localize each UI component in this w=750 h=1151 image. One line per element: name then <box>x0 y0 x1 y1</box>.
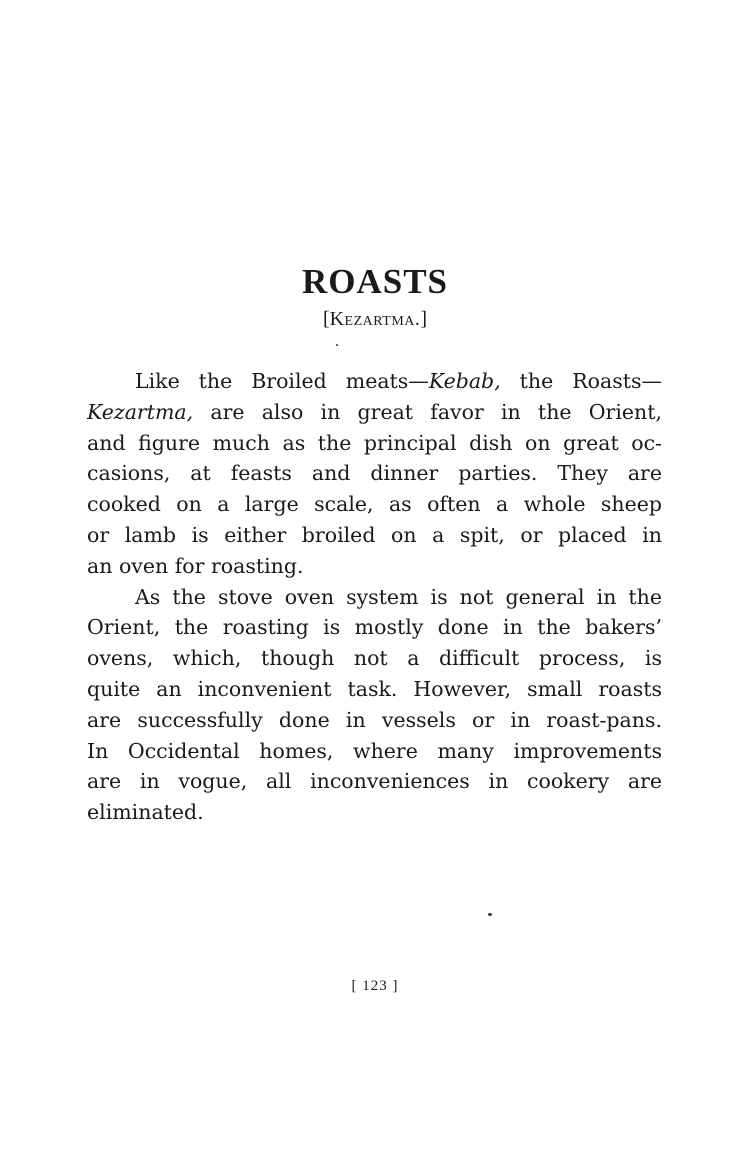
text-line <box>87 736 662 767</box>
text-line <box>87 458 662 489</box>
text-segment: quite an inconvenient task. However, small roasts <box>87 676 662 701</box>
text-line <box>87 520 662 551</box>
text-line <box>87 366 662 397</box>
text-segment: eliminated. <box>87 800 204 825</box>
print-speck <box>488 913 492 916</box>
text-segment: casions, at feasts and dinner parties. They are <box>87 461 662 486</box>
text-line <box>87 643 662 674</box>
text-segment: As the stove oven system is not general in the <box>135 584 662 609</box>
text-segment: an oven for roasting. <box>87 553 304 578</box>
italic-term: Kezartma, <box>87 399 194 424</box>
text-segment: In Occidental homes, where many improvements <box>87 738 662 763</box>
text-segment: the Roasts— <box>500 369 662 393</box>
print-speck <box>336 344 338 346</box>
text-segment: ovens, which, though not a difficult process, is <box>87 646 662 671</box>
text-line <box>87 489 662 520</box>
page-title: ROASTS <box>301 262 449 301</box>
text-segment: are also in great favor in the Orient, <box>193 399 662 424</box>
subtitle-close-bracket: ] <box>420 308 428 330</box>
text-line <box>87 551 662 582</box>
text-segment: are in vogue, all inconveniences in cookery are <box>87 769 662 794</box>
text-segment: are successfully done in vessels or in roast-pans. <box>87 707 662 732</box>
italic-term: Kebab, <box>428 369 501 393</box>
text-line <box>87 797 662 828</box>
paragraph <box>87 582 662 828</box>
text-line <box>87 612 662 643</box>
text-line <box>87 582 662 613</box>
text-line <box>87 766 662 797</box>
text-segment: Orient, the roasting is mostly done in the bakers’ <box>87 615 662 640</box>
body-text <box>87 366 662 828</box>
page-subtitle <box>0 308 750 331</box>
page-number: [ 123 ] <box>351 978 399 994</box>
paragraph <box>87 366 662 582</box>
text-line <box>87 428 662 459</box>
text-segment: and figure much as the principal dish on great oc- <box>87 430 662 455</box>
text-line <box>87 397 662 428</box>
text-segment: Like the Broiled meats— <box>135 369 429 393</box>
subtitle-open-bracket: [ <box>322 308 330 330</box>
text-line <box>87 705 662 736</box>
text-segment: or lamb is either broiled on a spit, or placed in <box>87 522 662 547</box>
subtitle-text: Kezartma. <box>329 308 421 330</box>
text-line <box>87 674 662 705</box>
text-segment: cooked on a large scale, as often a whole sheep <box>87 492 662 517</box>
